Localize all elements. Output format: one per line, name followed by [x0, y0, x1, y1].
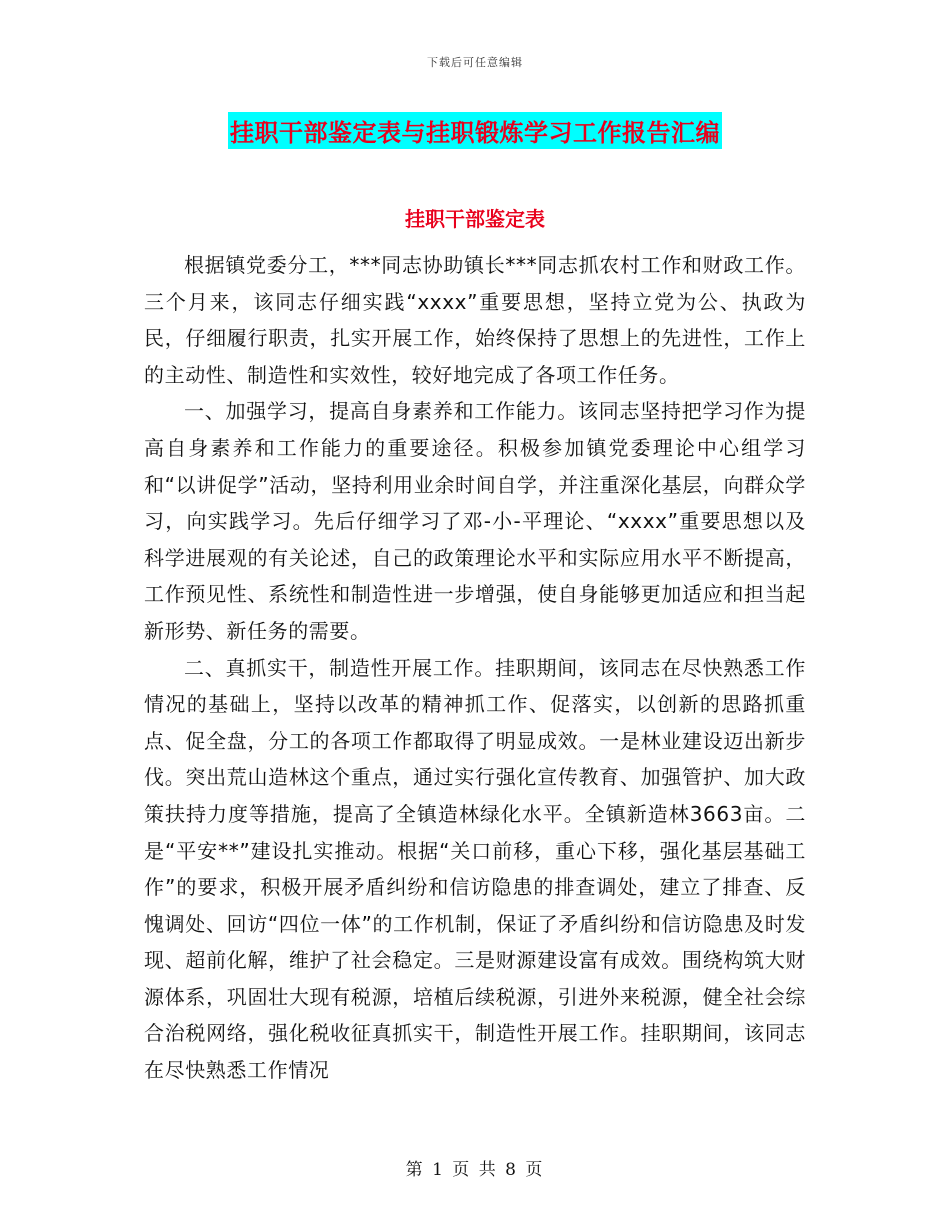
page-footer: 第 1 页 共 8 页 — [405, 1160, 545, 1180]
paragraph: 二、真抓实干，制造性开展工作。挂职期间，该同志在尽快熟悉工作情况的基础上，坚持以改革的精神抓工作、促落实，以创新的思路抓重点、促全盘，分工的各项工作都取得了明显成效。一是林业建设迈出新步伐。突出荒山造林这个重点，通过实行强化宣传教育、加强管护、加大政策扶持力度等措施，提高了全镇造林绿化水平。全镇新造林3663亩。二是“平安**”建设扎实推动。根据“关口前移，重心下移，强化基层基础工作”的要求，积极开展矛盾纠纷和信访隐患的排查调处，建立了排查、反愧调处、回访“四位一体”的工作机制，保证了矛盾纠纷和信访隐患及时发现、超前化解，维护了社会稳定。三是财源建设富有成效。围绕构筑大财源体系，巩固壮大现有税源，培植后续税源，引进外来税源，健全社会综合治税网络，强化税收征真抓实干，制造性开展工作。挂职期间，该同志在尽快熟悉工作情况 — [144, 655, 806, 1083]
document-body — [144, 247, 806, 1089]
document-title — [0, 112, 950, 149]
section-title: 挂职干部鉴定表 — [405, 207, 545, 231]
paragraph: 根据镇党委分工，***同志协助镇长***同志抓农村工作和财政工作。三个月来，该同志仔细实践“xxxx”重要思想，坚持立党为公、执政为民，仔细履行职责，扎实开展工作，始终保持了思想上的先进性，工作上的主动性、制造性和实效性，较好地完成了各项工作任务。 — [144, 253, 806, 387]
document-title-text: 挂职干部鉴定表与挂职锻炼学习工作报告汇编 — [228, 112, 722, 149]
page-header-note: 下载后可任意编辑 — [427, 56, 523, 69]
paragraph: 一、加强学习，提高自身素养和工作能力。该同志坚持把学习作为提高自身素养和工作能力的重要途径。积极参加镇党委理论中心组学习和“以讲促学”活动，坚持利用业余时间自学，并注重深化基层，向群众学习，向实践学习。先后仔细学习了邓-小-平理论、“xxxx”重要思想以及科学进展观的有关论述，自己的政策理论水平和实际应用水平不断提高，工作预见性、系统性和制造性进一步增强，使自身能够更加适应和担当起新形势、新任务的需要。 — [144, 399, 806, 643]
